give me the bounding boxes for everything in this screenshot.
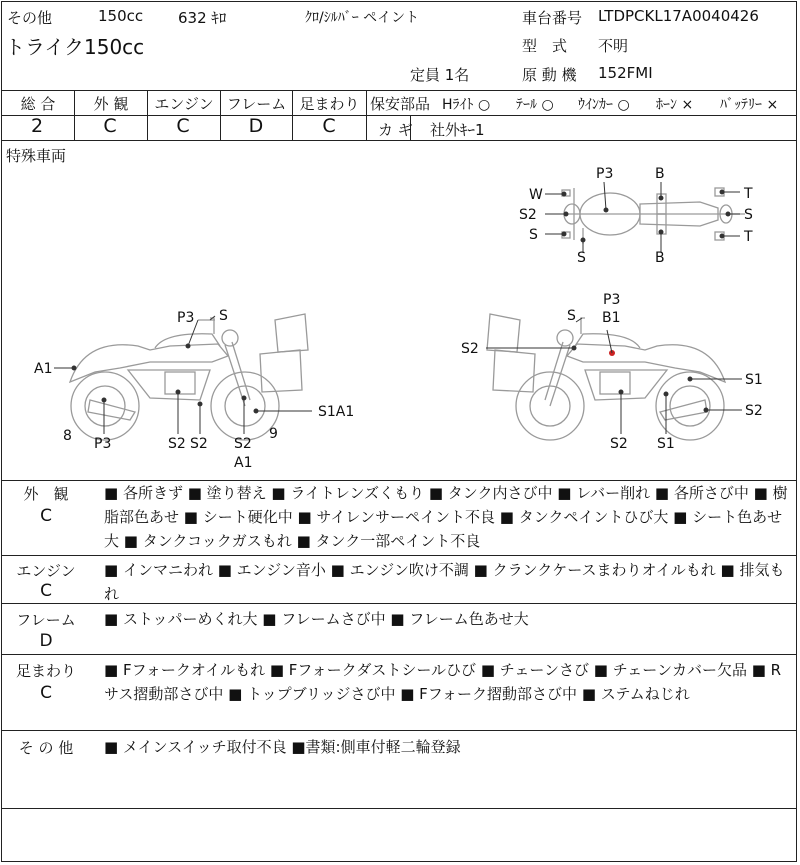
section-grade-exterior: C: [40, 506, 52, 526]
diagram-label: S: [529, 227, 538, 243]
capacity: 定員 1名: [410, 66, 470, 84]
diagram-label: B1: [602, 310, 621, 326]
diagram-label: T: [744, 229, 753, 245]
grade-value-suspension: C: [322, 115, 336, 137]
section-divider: [1, 555, 797, 556]
diagram-label: S2: [519, 207, 537, 223]
section-text-engine: ■ インマニわれ ■ エンジン音小 ■ エンジン吹け不調 ■ クランクケースまわりオイルもれ ■ 排気もれ: [104, 561, 785, 603]
grade-value-overall: 2: [30, 115, 44, 137]
grade-value-frame: D: [248, 115, 264, 137]
part-taillight: ﾃｰﾙ ○: [516, 97, 554, 113]
diagram-label: S: [219, 308, 228, 324]
part-headlight: Hﾗｲﾄ ○: [442, 97, 491, 113]
bike-top-view: [562, 188, 745, 244]
key-value: 社外ｷｰ1: [430, 121, 485, 139]
part-winker: ｳｲﾝｶｰ ○: [578, 97, 630, 113]
maker: その他: [7, 9, 53, 27]
grade-value-exterior: C: [103, 115, 117, 137]
diagram-label: S2: [461, 341, 479, 357]
color: ｸﾛ/ｼﾙﾊﾞｰ ペイント: [305, 10, 420, 26]
diagram-label: B: [655, 166, 665, 182]
diagram-label: A1: [234, 455, 253, 471]
frame-no: LTDPCKL17A0040426: [598, 7, 759, 25]
section-grade-frame: D: [39, 631, 53, 651]
section-label-frame: フレーム: [16, 611, 76, 629]
diagram-label: B: [655, 250, 665, 266]
section-divider: [1, 808, 797, 809]
diagram-label: 9: [269, 426, 278, 442]
special-vehicle-label: 特殊車両: [6, 147, 67, 165]
diagram-label: S2: [168, 436, 186, 452]
type-value: 不明: [598, 37, 629, 55]
grade-label-overall: 総 合: [20, 95, 56, 113]
section-text-frame: ■ ストッパーめくれ大 ■ フレームさび中 ■ フレーム色あせ大: [104, 610, 529, 628]
diagram-label: P3: [177, 310, 195, 326]
grade-value-engine: C: [176, 115, 190, 137]
diagram-label: P3: [94, 436, 112, 452]
grade-label-suspension: 足まわり: [299, 95, 360, 113]
mileage: 632 ｷﾛ: [178, 9, 227, 27]
diagram-label: W: [529, 187, 543, 203]
section-label-other: そ の 他: [18, 739, 74, 757]
grid-line: [1, 140, 797, 141]
diagram-label: P3: [596, 166, 614, 182]
diagram-label: S: [744, 207, 753, 223]
section-text-other: ■ メインスイッチ取付不良 ■書類:側車付軽二輪登録: [104, 738, 461, 756]
diagram-label: S1: [745, 372, 763, 388]
diagram-label: T: [744, 186, 753, 202]
section-grade-engine: C: [40, 581, 52, 601]
section-divider: [1, 730, 797, 731]
diagram-label: S2: [610, 436, 628, 452]
section-label-engine: エンジン: [16, 562, 76, 580]
section-divider: [1, 654, 797, 655]
diagram-label: S: [577, 250, 586, 266]
diagram-label: S2: [745, 403, 763, 419]
engine-label: 原 動 機: [522, 66, 577, 84]
grade-label-exterior: 外 観: [93, 95, 129, 113]
bike-left-view: [70, 314, 308, 440]
part-horn: ﾎｰﾝ ×: [656, 97, 694, 113]
part-battery: ﾊﾞｯﾃﾘｰ ×: [720, 97, 779, 113]
grid-line: [1, 90, 797, 91]
displacement: 150cc: [98, 7, 144, 25]
diagram-label: A1: [34, 361, 53, 377]
grid-line: [366, 90, 367, 140]
grade-label-engine: エンジン: [154, 95, 214, 113]
diagram-label: 8: [63, 428, 72, 444]
diagram-label: S1: [657, 436, 675, 452]
diagram-label: S2: [190, 436, 208, 452]
frame-no-label: 車台番号: [522, 9, 583, 27]
key-label: カ ギ: [378, 121, 413, 139]
diagram-label: S1A1: [318, 404, 355, 420]
engine-value: 152FMI: [598, 64, 653, 82]
model-name: トライク150cc: [5, 35, 145, 59]
diagram-label: P3: [603, 292, 621, 308]
section-text-exterior: ■ 各所きず ■ 塗り替え ■ ライトレンズくもり ■ タンク内さび中 ■ レバー削れ ■ 各所さび中 ■ 樹脂部色あせ ■ シート硬化中 ■ サイレンサーペイント不良 ■ タンクペイントひび大 ■ シート色あせ大 ■ タンクコックガスもれ ■ タンク一部ペイント不良: [104, 484, 788, 550]
grade-label-frame: フレーム: [226, 95, 287, 113]
section-text-suspension: ■ Fフォークオイルもれ ■ Fフォークダストシールひび ■ チェーンさび ■ チェーンカバー欠品 ■ Rサス摺動部さび中 ■ トップブリッジさび中 ■ Fフォーク摺動部さび中 ■ ステムねじれ: [104, 661, 782, 703]
diagram-label: S2: [234, 436, 252, 452]
section-label-exterior: 外 観: [23, 485, 69, 503]
diagram-label: S: [567, 308, 576, 324]
grid-line: [366, 115, 797, 116]
section-grade-suspension: C: [40, 683, 52, 703]
parts-label: 保安部品: [370, 95, 431, 113]
section-label-suspension: 足まわり: [15, 662, 76, 680]
type-label: 型 式: [522, 37, 568, 55]
bike-diagram: [0, 150, 800, 480]
